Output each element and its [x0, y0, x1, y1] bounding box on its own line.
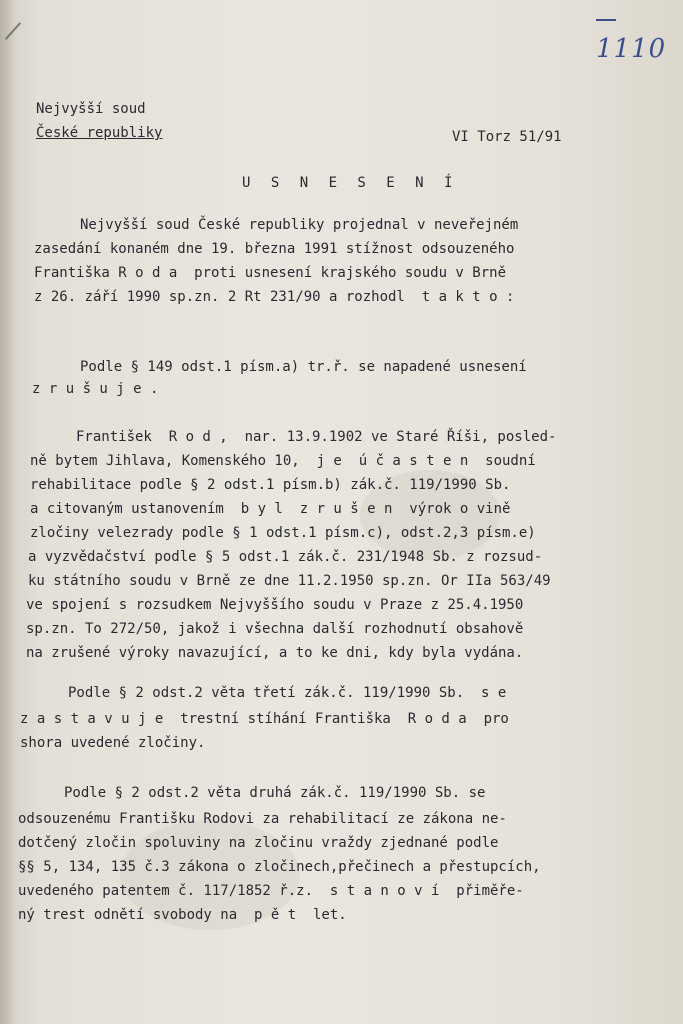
- folio-text: 1110: [596, 34, 667, 64]
- paragraph-line: ku státního soudu v Brně ze dne 11.2.1950 sp.zn. Or IIa 563/49: [28, 573, 551, 589]
- paragraph-line: zasedání konaném dne 19. března 1991 stížnost odsouzeného: [34, 241, 515, 257]
- document-title: U S N E S E N Í: [242, 175, 459, 191]
- paragraph-line: ný trest odnětí svobody na p ě t let.: [18, 907, 347, 923]
- paragraph-line: dotčený zločin spoluviny na zločinu vraždy zjednané podle: [18, 835, 499, 851]
- paragraph-line: František R o d , nar. 13.9.1902 ve Staré Říši, posled-: [76, 429, 557, 445]
- file-number: VI Torz 51/91: [452, 129, 562, 145]
- paragraph-line: uvedeného patentem č. 117/1852 ř.z. s t a n o v í přiměře-: [18, 883, 524, 899]
- paragraph-line: sp.zn. To 272/50, jakož i všechna další rozhodnutí obsahově: [26, 621, 524, 637]
- paragraph-line: na zrušené výroky navazující, a to ke dni, kdy byla vydána.: [26, 645, 524, 661]
- paragraph-line: Podle § 2 odst.2 věta druhá zák.č. 119/1990 Sb. se: [64, 785, 486, 801]
- paragraph-line: Nejvyšší soud České republiky projednal v neveřejném: [80, 217, 519, 233]
- paragraph-line: Františka R o d a proti usnesení krajského soudu v Brně: [34, 265, 507, 281]
- paragraph-line: odsouzenému Františku Rodovi za rehabilitací ze zákona ne-: [18, 811, 507, 827]
- paragraph-line: §§ 5, 134, 135 č.3 zákona o zločinech,přečinech a přestupcích,: [18, 859, 541, 875]
- paragraph-line: rehabilitace podle § 2 odst.1 písm.b) zák.č. 119/1990 Sb.: [30, 477, 511, 493]
- paragraph-line: zločiny velezrady podle § 1 odst.1 písm.c), odst.2,3 písm.e): [30, 525, 536, 541]
- paragraph-line: Podle § 149 odst.1 písm.a) tr.ř. se napadené usnesení: [80, 359, 527, 375]
- paragraph-line: ve spojení s rozsudkem Nejvyššího soudu v Praze z 25.4.1950: [26, 597, 524, 613]
- paragraph-line: Podle § 2 odst.2 věta třetí zák.č. 119/1990 Sb. s e: [68, 685, 507, 701]
- paragraph-line: z a s t a v u j e trestní stíhání Františka R o d a pro: [20, 711, 509, 727]
- page-edge-shadow: [0, 0, 16, 1024]
- paragraph-line: a vyzvědačství podle § 5 odst.1 zák.č. 231/1948 Sb. z rozsud-: [28, 549, 543, 565]
- court-name-line1: Nejvyšší soud: [36, 101, 146, 117]
- paragraph-line: a citovaným ustanovením b y l z r u š e n výrok o vině: [30, 501, 511, 517]
- court-name-line2: České republiky: [36, 125, 163, 141]
- handwritten-folio-number: [596, 4, 683, 64]
- paragraph-line: ně bytem Jihlava, Komenského 10, j e ú č a s t e n soudní: [30, 453, 536, 469]
- paragraph-line: z 26. září 1990 sp.zn. 2 Rt 231/90 a rozhodl t a k t o :: [34, 289, 515, 305]
- paragraph-line: z r u š u j e .: [32, 381, 159, 397]
- paragraph-line: shora uvedené zločiny.: [20, 735, 206, 751]
